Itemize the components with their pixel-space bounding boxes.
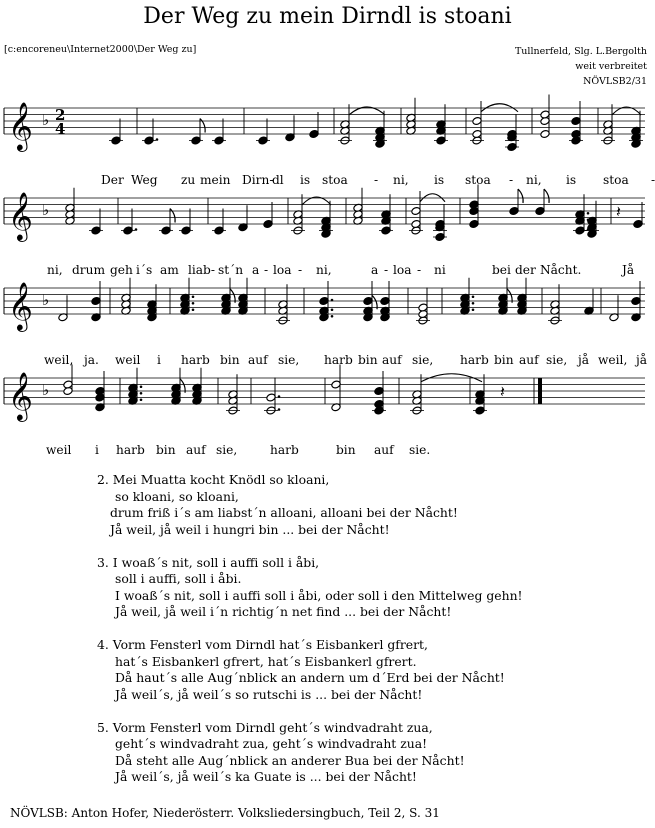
lyric-syllable: - [384,263,389,277]
lyric-syllable: bin [494,353,514,367]
lyric-syllable: weil, [44,353,74,367]
verse-number: 4. [97,637,109,652]
verse-line: 4. Vorm Fensterl vom Dirndl hat´s Eisbankerl gfrert, [97,637,428,652]
flat-icon: ♭ [42,201,50,219]
verse-line: 2. Mei Muatta kocht Knödl so kloani, [97,472,330,487]
source-path: [c:encoreneu\Internet2000\Der Weg zu] [4,44,197,55]
verses [97,472,523,802]
lyric-syllable: ni, [316,263,332,277]
lyric-syllable: Jå [622,263,635,277]
treble-clef-icon: 𝄞 [8,281,33,330]
lyric-syllable: sie, [546,353,568,367]
augmentation-dot [587,212,590,215]
verse-number: 5. [97,719,109,735]
augmentation-dot [140,385,143,388]
lyric-syllable: harb [270,443,299,457]
augmentation-dot [156,138,159,141]
augmentation-dot [140,392,143,395]
lyric-syllable: harb [324,353,353,367]
lyric-syllable: sie. [409,443,431,457]
lyric-syllable: ja. [84,353,99,367]
lyric-syllable: i [157,353,161,367]
staff-1 [4,95,645,153]
lyric-syllable: am [160,263,179,277]
lyric-syllable: bei [492,263,511,277]
staff-3 [4,278,645,332]
verse-line: soll i auffi, soll i åbi. [115,571,242,586]
lyric-syllable: der [515,263,536,277]
treble-clef-icon: 𝄞 [8,191,33,240]
lyric-syllable: bin [358,353,378,367]
lyric-syllable: ni, [393,173,409,187]
lyric-syllable: - [651,173,655,187]
credit-source: NÖVLSB2/31 [583,76,647,87]
page-title: Der Weg zu mein Dirndl is stoani [143,4,512,29]
verse-line: Då steht alle Aug´nblick an anderer Bua bei der Nåcht! [115,752,465,768]
lyric-syllable: bin [336,443,356,457]
verse-line: I woaß´s nit, soll i auffi soll i åbi, oder soll i den Mittelweg gehn! [115,587,523,603]
note-flag [544,189,549,203]
lyric-syllable: zu [181,173,196,187]
augmentation-dot [472,295,475,298]
time-signature-bottom: 4 [55,120,66,138]
lyric-syllable: jå [578,353,590,367]
lyric-syllable: i [95,443,99,457]
note-flag [518,189,523,203]
verse-number: 2. [97,472,109,487]
lyric-syllable: sie, [412,353,434,367]
lyric-syllable: auf [382,353,402,367]
lyric-syllable: drum [72,263,106,277]
treble-clef-icon: 𝄞 [8,101,33,150]
augmentation-dot [472,302,475,305]
lyric-syllable: auf [519,353,539,367]
verse-line: so kloani, so kloani, [115,488,239,504]
verse-5 [97,720,523,786]
augmentation-dot [192,295,195,298]
verse-line: Jå weil´s, jå weil´s so rutschi is ... bei der Nåcht! [115,686,423,702]
lyric-syllable: Der [101,173,124,187]
quarter-rest-icon: 𝄽 [500,382,505,401]
verse-line: 5. Vorm Fensterl vom Dirndl geht´s windvadraht zua, [97,719,433,735]
flat-icon: ♭ [42,291,50,309]
lyric-syllable: Nåcht. [540,263,582,277]
lyric-syllable: sie, [216,443,238,457]
verse-line: 3. I woaß´s nit, soll i auffi soll i åbi, [97,554,320,570]
lyric-syllable: auf [186,443,206,457]
footer-citation: NÖVLSB: Anton Hofer, Niederösterr. Volksliedersingbuch, Teil 2, S. 31 [10,806,440,820]
lyric-syllable: loa [393,263,412,277]
flat-icon: ♭ [42,111,50,129]
augmentation-dot [331,308,334,311]
lyric-syllable: auf [248,353,268,367]
staff-2 [4,185,645,243]
lyric-syllable: ni, [47,263,63,277]
lyric-syllable: stoa [465,173,491,187]
augmentation-dot [135,228,138,231]
verse-line: Jå weil, jå weil i´n richtig´n net find ... bei der Nåcht! [115,604,452,619]
lyric-syllable: stoa [322,173,348,187]
verse-number: 3. [97,554,109,570]
treble-clef-icon: 𝄞 [8,371,33,420]
lyric-syllable: bin [220,353,240,367]
lyric-syllable: auf [374,443,394,457]
lyric-syllable: - [264,263,269,277]
verse-2 [97,472,523,538]
lyric-syllable: mein [200,173,231,187]
staff-4 [4,365,645,423]
lyric-syllable: a [252,263,260,277]
lyric-syllable: - [298,263,303,277]
lyric-syllable: jå [636,353,648,367]
augmentation-dot [192,308,195,311]
lyric-syllable: ni, [526,173,542,187]
lyric-syllable: bin [156,443,176,457]
lyric-syllable: st´n [218,263,244,277]
lyric-syllable: weil [46,443,72,457]
verse-line: Då haut´s alle Aug´nblick an andern um d´Erd bei der Nåcht! [115,670,505,685]
time-signature-top: 2 [55,106,66,124]
augmentation-dot [140,398,143,401]
lyric-syllable: liab- [188,263,215,277]
lyric-syllable: ni [434,263,446,277]
augmentation-dot [472,308,475,311]
verse-line: hat´s Eisbankerl gfrert, hat´s Eisbankerl gfrert. [115,653,417,669]
lyric-syllable: weil [115,353,141,367]
credit-distribution: weit verbreitet [575,61,647,72]
augmentation-dot [278,395,281,398]
verse-3 [97,555,523,621]
verse-line: geht´s windvadraht zua, geht´s windvadraht zua! [115,736,428,751]
augmentation-dot [192,302,195,305]
augmentation-dot [331,315,334,318]
lyric-syllable: sie, [278,353,300,367]
lyric-syllable: weil, [598,353,628,367]
augmentation-dot [278,408,281,411]
flat-icon: ♭ [42,381,50,399]
lyric-syllable: Weg [131,173,158,187]
verse-4 [97,637,523,703]
lyric-syllable: a [371,263,379,277]
lyric-syllable: harb [181,353,210,367]
lyric-syllable: geh [110,263,133,277]
lyric-syllable: is [566,173,577,187]
lyric-syllable: dl [272,173,284,187]
quarter-rest-icon: 𝄽 [616,202,621,221]
lyric-syllable: - [417,263,422,277]
verse-line: drum friß i´s am liabst´n alloani, alloani bei der Nåcht! [110,505,458,520]
augmentation-dot [331,299,334,302]
lyric-syllable: i´s [136,263,153,277]
lyric-syllable: - [509,173,514,187]
lyric-syllable: - [374,173,379,187]
lyric-syllable: is [434,173,445,187]
lyric-syllable: Dirn- [242,173,274,187]
verse-line: Jå weil, jå weil i hungri bin ... bei der Nåcht! [110,521,390,537]
lyric-syllable: harb [460,353,489,367]
credit-collection: Tullnerfeld, Slg. L.Bergolth [514,46,647,57]
lyric-syllable: is [300,173,311,187]
lyric-syllable: loa [273,263,292,277]
verse-line: Jå weil´s, jå weil´s ka Guate is ... bei der Nåcht! [115,769,417,784]
lyric-syllable: harb [116,443,145,457]
lyric-syllable: stoa [603,173,629,187]
